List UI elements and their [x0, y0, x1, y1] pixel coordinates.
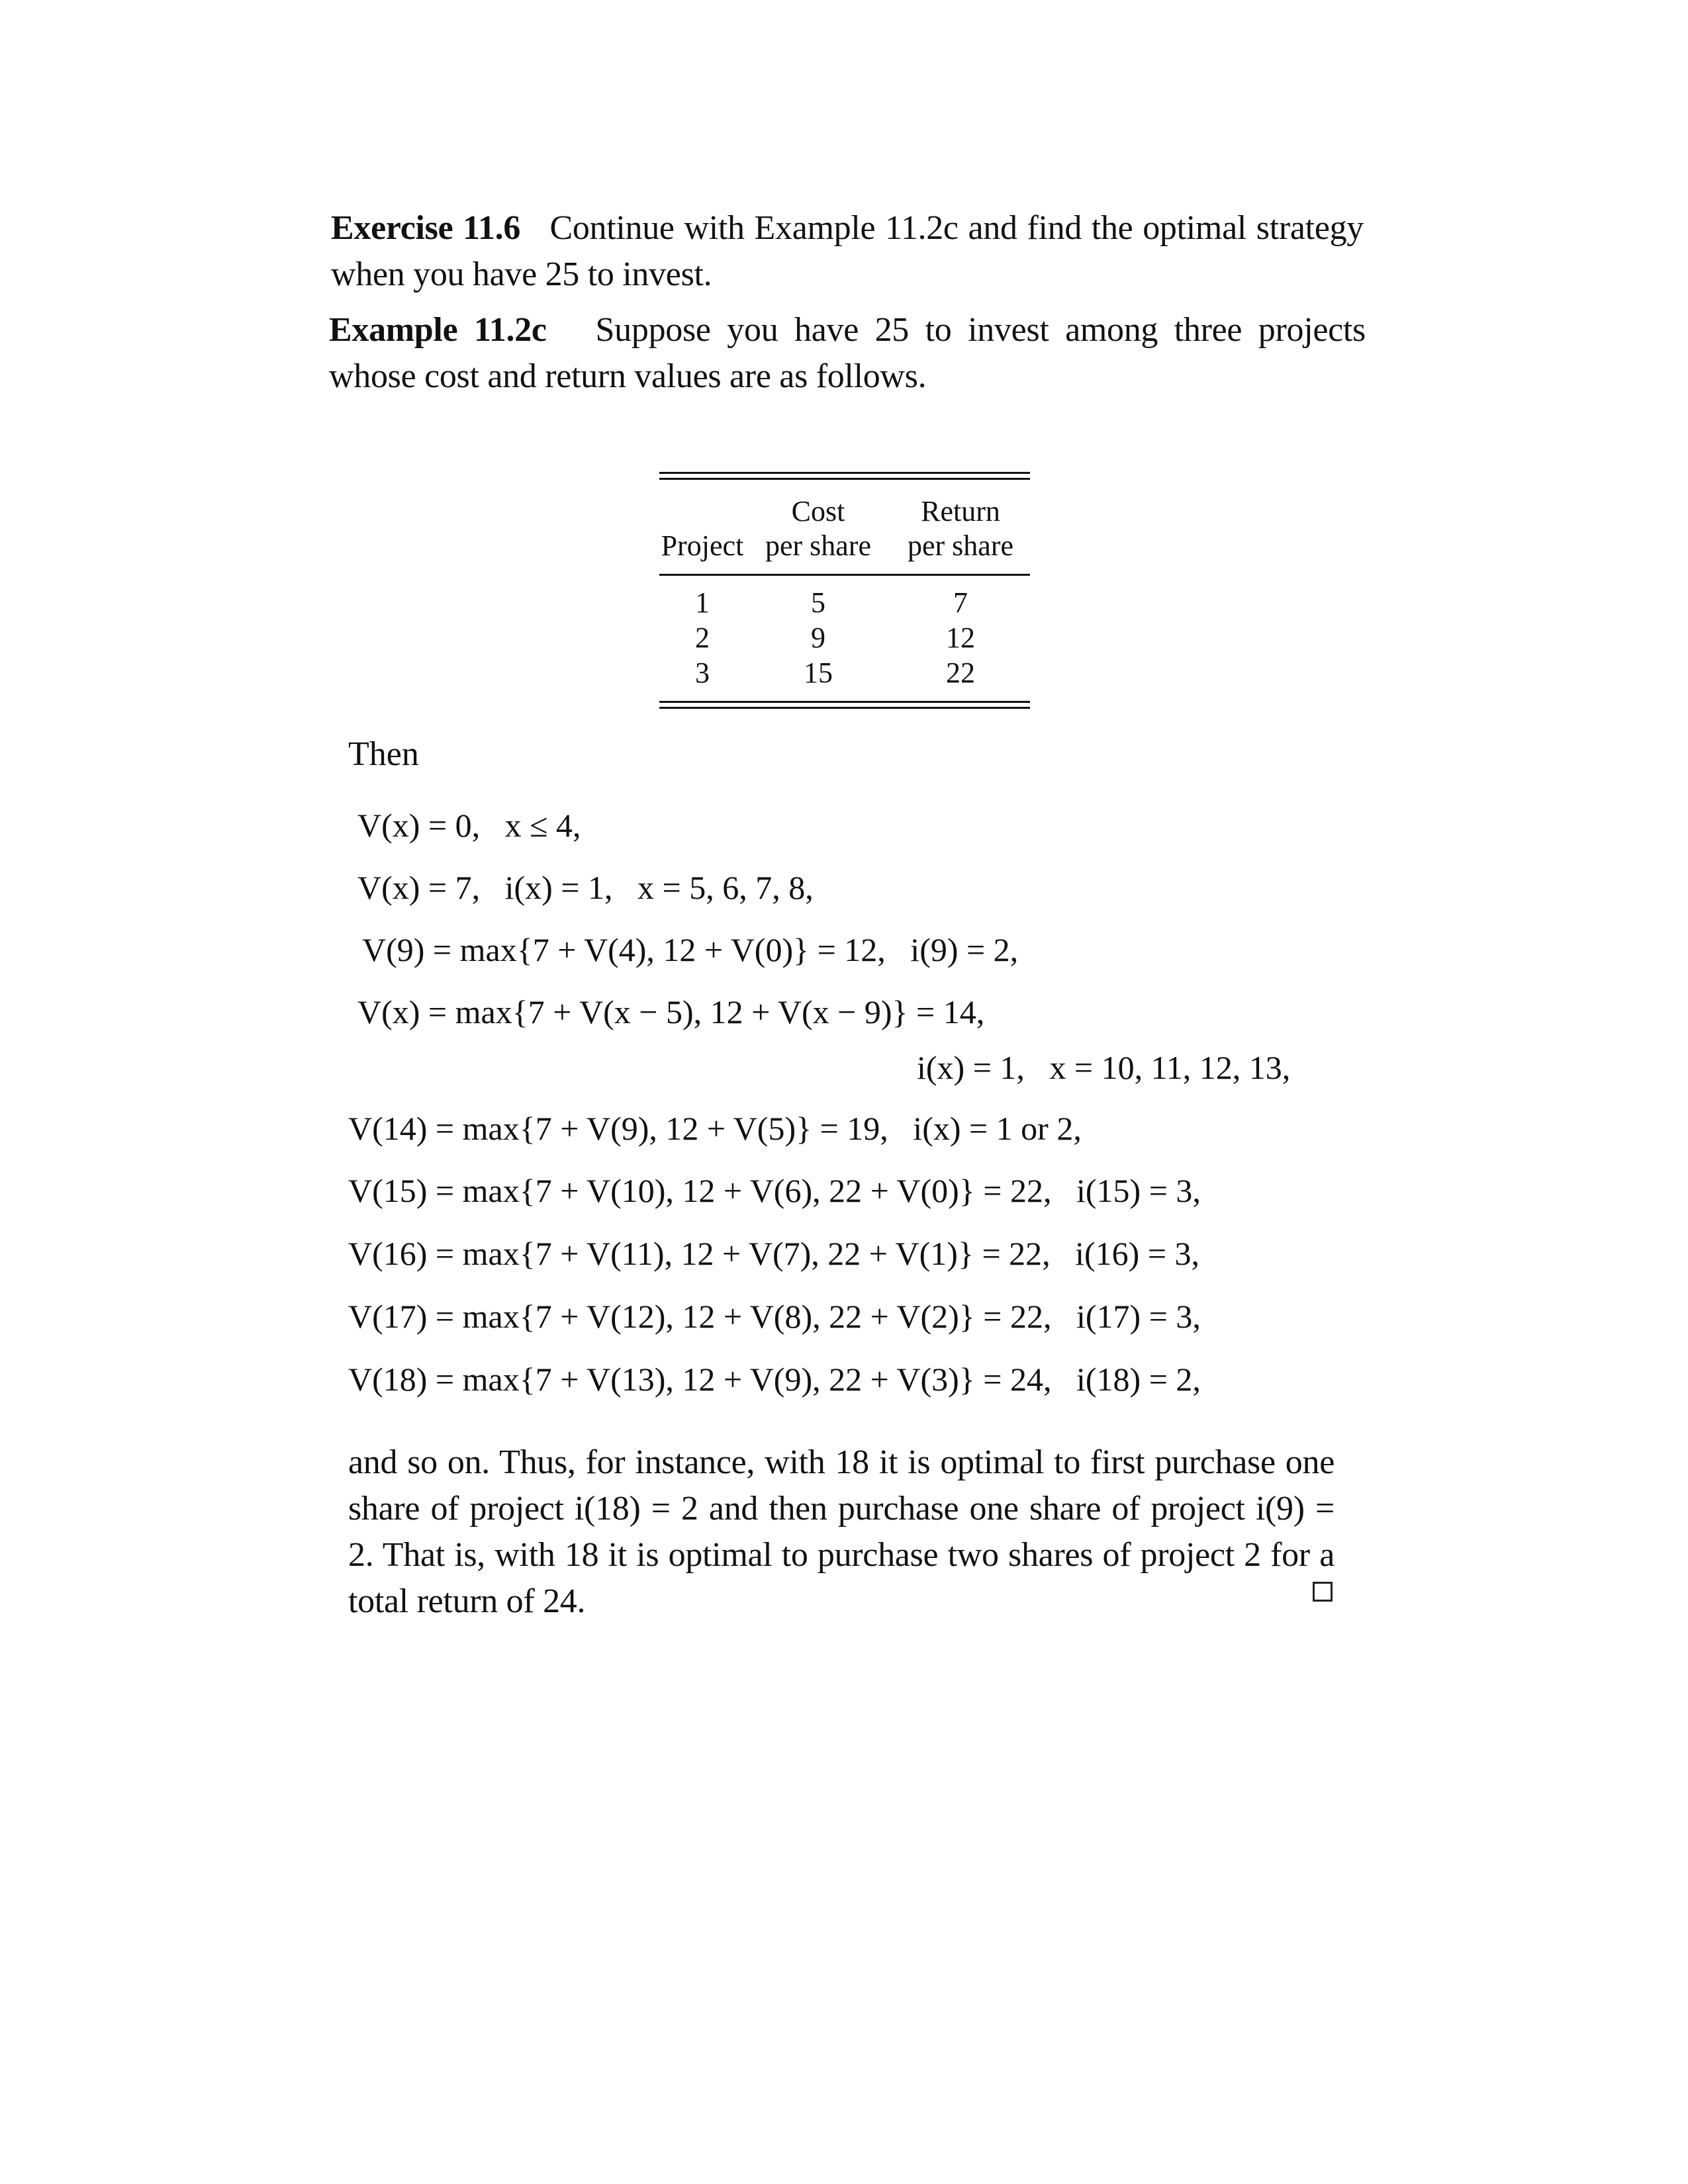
cell-return: 22: [946, 657, 975, 689]
cost-return-table: [659, 472, 1030, 709]
header-project: Project: [661, 529, 744, 562]
exercise-paragraph: [331, 205, 1364, 298]
table-top-rule: [659, 472, 1030, 480]
equation-line: V(9) = max{7 + V(4), 12 + V(0)} = 12, i(9) = 2,: [362, 931, 1019, 968]
example-text: Suppose you have 25 to invest among three projects whose cost and return values are as follows.: [329, 311, 1366, 395]
example-label: Example 11.2c: [329, 311, 547, 349]
equation-line: V(x) = 7, i(x) = 1, x = 5, 6, 7, 8,: [357, 869, 814, 906]
conclusion-paragraph: and so on. Thus, for instance, with 18 it is optimal to first purchase one share of project i(18) = 2 and then purchase one share of project i(9) = 2. That is, with 18 it is optimal to purchase two shares of project 2 for a total return of 24.: [348, 1443, 1335, 1620]
cell-project: 3: [695, 657, 710, 689]
cell-cost: 15: [804, 657, 833, 689]
project-table: [659, 480, 1030, 701]
example-paragraph: [329, 307, 1366, 400]
header-return-top: Return: [921, 495, 1000, 527]
equation-line: V(15) = max{7 + V(10), 12 + V(6), 22 + V(0)} = 22, i(15) = 3,: [348, 1172, 1201, 1209]
cell-project: 2: [695, 621, 710, 654]
qed-square-icon: [1313, 1582, 1333, 1602]
equation-line: V(16) = max{7 + V(11), 12 + V(7), 22 + V(1)} = 22, i(16) = 3,: [348, 1235, 1200, 1272]
then-label: Then: [348, 735, 419, 773]
equation-line: V(14) = max{7 + V(9), 12 + V(5)} = 19, i(x) = 1 or 2,: [348, 1110, 1082, 1147]
cell-return: 7: [953, 586, 968, 619]
equation-line: i(x) = 1, x = 10, 11, 12, 13,: [917, 1049, 1291, 1086]
cell-cost: 5: [811, 586, 825, 619]
table-bottom-rule: [659, 701, 1030, 709]
table-row: [659, 620, 1030, 655]
cell-cost: 9: [811, 621, 825, 654]
equation-line: V(x) = 0, x ≤ 4,: [357, 807, 581, 844]
exercise-label: Exercise 11.6: [331, 209, 521, 247]
header-cost-top: Cost: [791, 495, 845, 527]
table-row: [659, 576, 1030, 620]
equation-line: V(x) = max{7 + V(x − 5), 12 + V(x − 9)} = 14,: [357, 993, 985, 1030]
cell-project: 1: [695, 586, 710, 619]
cell-return: 12: [946, 621, 975, 654]
equation-line: V(17) = max{7 + V(12), 12 + V(8), 22 + V(2)} = 22, i(17) = 3,: [348, 1298, 1201, 1335]
header-return-bottom: per share: [907, 529, 1013, 562]
header-cost-bottom: per share: [765, 529, 871, 562]
exercise-text: Continue with Example 11.2c and find the optimal strategy when you have 25 to invest.: [331, 209, 1364, 293]
equation-line: V(18) = max{7 + V(13), 12 + V(9), 22 + V(3)} = 24, i(18) = 2,: [348, 1361, 1201, 1398]
table-row: [659, 655, 1030, 701]
